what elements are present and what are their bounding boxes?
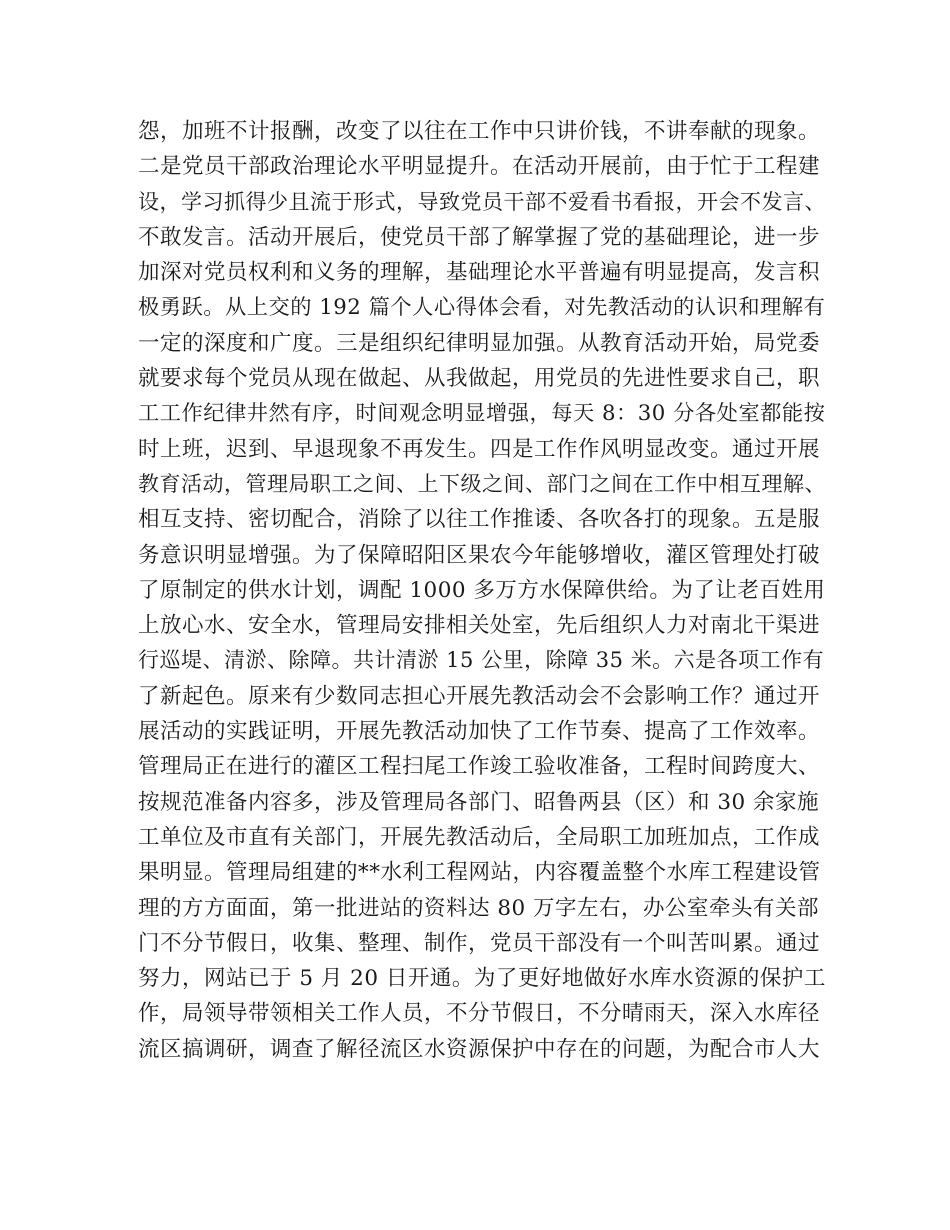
text-line: 相互支持、密切配合，消除了以往工作推诿、各吹各打的现象。五是服	[138, 507, 821, 533]
text-line: 理的方方面面，第一批进站的资料达 80 万字左右，办公室牵头有关部	[138, 895, 820, 921]
text-line: 展活动的实践证明，开展先教活动加快了工作节奏、提高了工作效率。	[138, 719, 821, 745]
text-line: 工工作纪律井然有序，时间观念明显增强，每天 8：30 分各处室都能按	[138, 401, 826, 427]
text-line: 了原制定的供水计划，调配 1000 多万方水保障供给。为了让老百姓用	[138, 577, 826, 603]
text-line: 极勇跃。从上交的 192 篇个人心得体会看，对先教活动的认识和理解有	[138, 295, 826, 321]
text-line: 加深对党员权利和义务的理解，基础理论水平普遍有明显提高，发言积	[138, 260, 821, 286]
text-line: 不敢发言。活动开展后，使党员干部了解掌握了党的基础理论，进一步	[138, 224, 821, 250]
text-line: 管理局正在进行的灌区工程扫尾工作竣工验收准备，工程时间跨度大、	[138, 754, 821, 780]
text-line: 按规范准备内容多，涉及管理局各部门、昭鲁两县（区）和 30 余家施	[138, 789, 820, 815]
text-line: 努力，网站已于 5 月 20 日开通。为了更好地做好水库水资源的保护工	[138, 966, 826, 992]
text-line: 流区搞调研，调查了解径流区水资源保护中存在的问题，为配合市人大	[138, 1036, 821, 1062]
text-line: 二是党员干部政治理论水平明显提升。在活动开展前，由于忙于工程建	[138, 154, 821, 180]
text-line: 行巡堤、清淤、除障。共计清淤 15 公里，除障 35 米。六是各项工作有	[138, 648, 825, 673]
text-line: 门不分节假日，收集、整理、制作，党员干部没有一个叫苦叫累。通过	[138, 930, 821, 956]
text-line: 果明显。管理局组建的**水利工程网站，内容覆盖整个水库工程建设管	[138, 860, 821, 886]
text-line: 怨，加班不计报酬，改变了以往在工作中只讲价钱，不讲奉献的现象。	[138, 119, 821, 144]
text-line: 上放心水、安全水，管理局安排相关处室，先后组织人力对南北干渠进	[138, 613, 821, 639]
text-line: 一定的深度和广度。三是组织纪律明显加强。从教育活动开始，局党委	[138, 330, 821, 356]
text-line: 了新起色。原来有少数同志担心开展先教活动会不会影响工作？通过开	[138, 683, 821, 709]
text-line: 教育活动，管理局职工之间、上下级之间、部门之间在工作中相互理解、	[138, 471, 826, 496]
text-line: 就要求每个党员从现在做起、从我做起，用党员的先进性要求自己，职	[138, 366, 821, 392]
text-line: 工单位及市直有关部门，开展先教活动后，全局职工加班加点，工作成	[138, 824, 821, 850]
text-line: 务意识明显增强。为了保障昭阳区果农今年能够增收，灌区管理处打破	[138, 542, 821, 568]
text-line: 设，学习抓得少且流于形式，导致党员干部不爱看书看报，开会不发言、	[138, 189, 826, 214]
body-text	[138, 114, 828, 1067]
text-line: 作，局领导带领相关工作人员，不分节假日，不分晴雨天，深入水库径	[138, 1001, 821, 1027]
text-line: 时上班，迟到、早退现象不再发生。四是工作作风明显改变。通过开展	[138, 436, 821, 462]
